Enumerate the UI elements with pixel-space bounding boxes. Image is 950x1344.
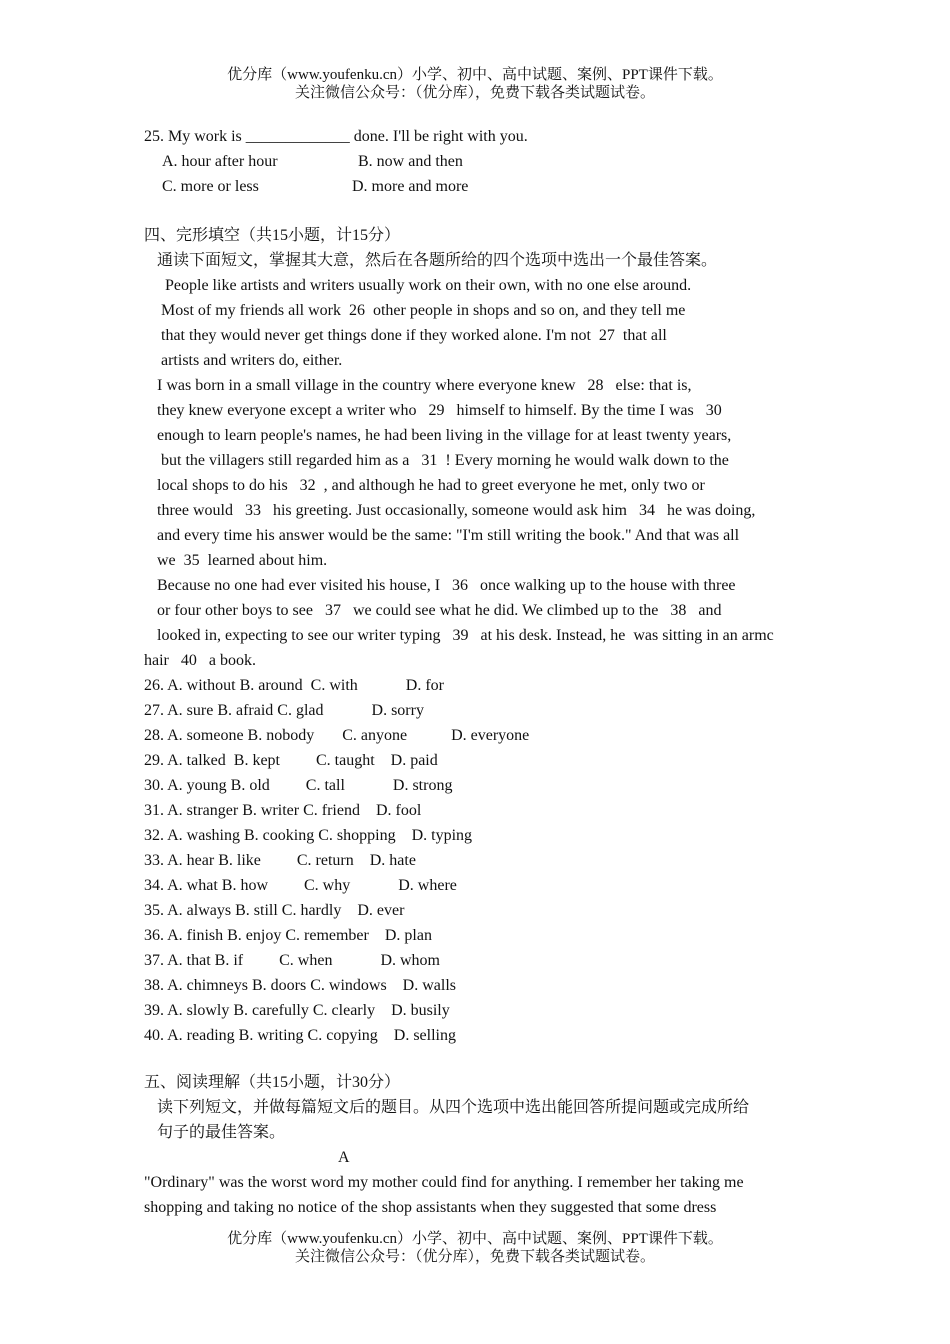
passage-line: Most of my friends all work 26 other people in shops and so on, and they tell me: [161, 302, 686, 319]
cloze-question-29: 29. A. talked B. kept C. taught D. paid: [144, 752, 438, 769]
passage-line: I was born in a small village in the country where everyone knew 28 else: that is,: [157, 377, 692, 394]
cloze-question-38: 38. A. chimneys B. doors C. windows D. walls: [144, 977, 456, 994]
q25-option-b: B. now and then: [358, 153, 463, 170]
passage-line: three would 33 his greeting. Just occasionally, someone would ask him 34 he was doing,: [157, 502, 756, 519]
section5-instruction-1: 读下列短文，并做每篇短文后的题目。从四个选项中选出能回答所提问题或完成所给: [157, 1099, 750, 1116]
cloze-question-37: 37. A. that B. if C. when D. whom: [144, 952, 440, 969]
passage-line: we 35 learned about him.: [157, 552, 328, 569]
section4-instruction: 通读下面短文，掌握其大意，然后在各题所给的四个选项中选出一个最佳答案。: [157, 252, 718, 269]
passage-line: and every time his answer would be the same: "I'm still writing the book." And that was all: [157, 527, 740, 544]
header-line-1: 优分库（www.youfenku.cn）小学、初中、高中试题、案例、PPT课件下载。: [227, 67, 723, 83]
passage-line: that they would never get things done if they worked alone. I'm not 27 that all: [161, 327, 667, 344]
section4-title: 四、完形填空（共15小题，计15分）: [144, 227, 401, 244]
q25-stem: 25. My work is _____________ done. I'll be right with you.: [144, 128, 528, 145]
cloze-question-32: 32. A. washing B. cooking C. shopping D. typing: [144, 827, 473, 844]
cloze-question-28: 28. A. someone B. nobody C. anyone D. everyone: [144, 727, 530, 744]
reading-line: shopping and taking no notice of the shop assistants when they suggested that some dress: [144, 1199, 717, 1216]
passage-line: artists and writers do, either.: [161, 352, 343, 369]
passage-line: but the villagers still regarded him as a 31 ! Every morning he would walk down to the: [161, 452, 729, 469]
header-line-2: 关注微信公众号：（优分库），免费下载各类试题试卷。: [294, 85, 655, 101]
cloze-question-30: 30. A. young B. old C. tall D. strong: [144, 777, 453, 794]
section5-title: 五、阅读理解（共15小题，计30分）: [144, 1074, 401, 1091]
q25-option-a: A. hour after hour: [162, 153, 278, 170]
cloze-question-39: 39. A. slowly B. carefully C. clearly D. busily: [144, 1002, 450, 1019]
cloze-question-26: 26. A. without B. around C. with D. for: [144, 677, 444, 694]
passage-line: they knew everyone except a writer who 29 himself to himself. By the time I was 30: [157, 402, 722, 419]
reading-line: "Ordinary" was the worst word my mother could find for anything. I remember her taking me: [144, 1174, 744, 1191]
footer-line-1: 优分库（www.youfenku.cn）小学、初中、高中试题、案例、PPT课件下载。: [227, 1231, 723, 1247]
passage-line: Because no one had ever visited his house, I 36 once walking up to the house with three: [157, 577, 736, 594]
footer-line-2: 关注微信公众号：（优分库），免费下载各类试题试卷。: [294, 1249, 655, 1265]
passage-line: hair 40 a book.: [144, 652, 256, 669]
passage-line: enough to learn people's names, he had been living in the village for at least twenty years,: [157, 427, 732, 444]
cloze-question-33: 33. A. hear B. like C. return D. hate: [144, 852, 416, 869]
passage-line: People like artists and writers usually work on their own, with no one else around.: [165, 277, 692, 294]
cloze-question-40: 40. A. reading B. writing C. copying D. selling: [144, 1027, 456, 1044]
q25-option-d: D. more and more: [352, 178, 469, 195]
passage-label-a: A: [338, 1149, 350, 1166]
cloze-question-35: 35. A. always B. still C. hardly D. ever: [144, 902, 405, 919]
cloze-question-34: 34. A. what B. how C. why D. where: [144, 877, 457, 894]
q25-option-c: C. more or less: [162, 178, 259, 195]
cloze-question-27: 27. A. sure B. afraid C. glad D. sorry: [144, 702, 424, 719]
cloze-question-31: 31. A. stranger B. writer C. friend D. fool: [144, 802, 422, 819]
passage-line: local shops to do his 32 , and although he had to greet everyone he met, only two or: [157, 477, 705, 494]
passage-line: or four other boys to see 37 we could see what he did. We climbed up to the 38 and: [157, 602, 722, 619]
cloze-question-36: 36. A. finish B. enjoy C. remember D. plan: [144, 927, 432, 944]
section5-instruction-2: 句子的最佳答案。: [157, 1124, 286, 1141]
passage-line: looked in, expecting to see our writer typing 39 at his desk. Instead, he was sitting in an armc: [157, 627, 774, 644]
